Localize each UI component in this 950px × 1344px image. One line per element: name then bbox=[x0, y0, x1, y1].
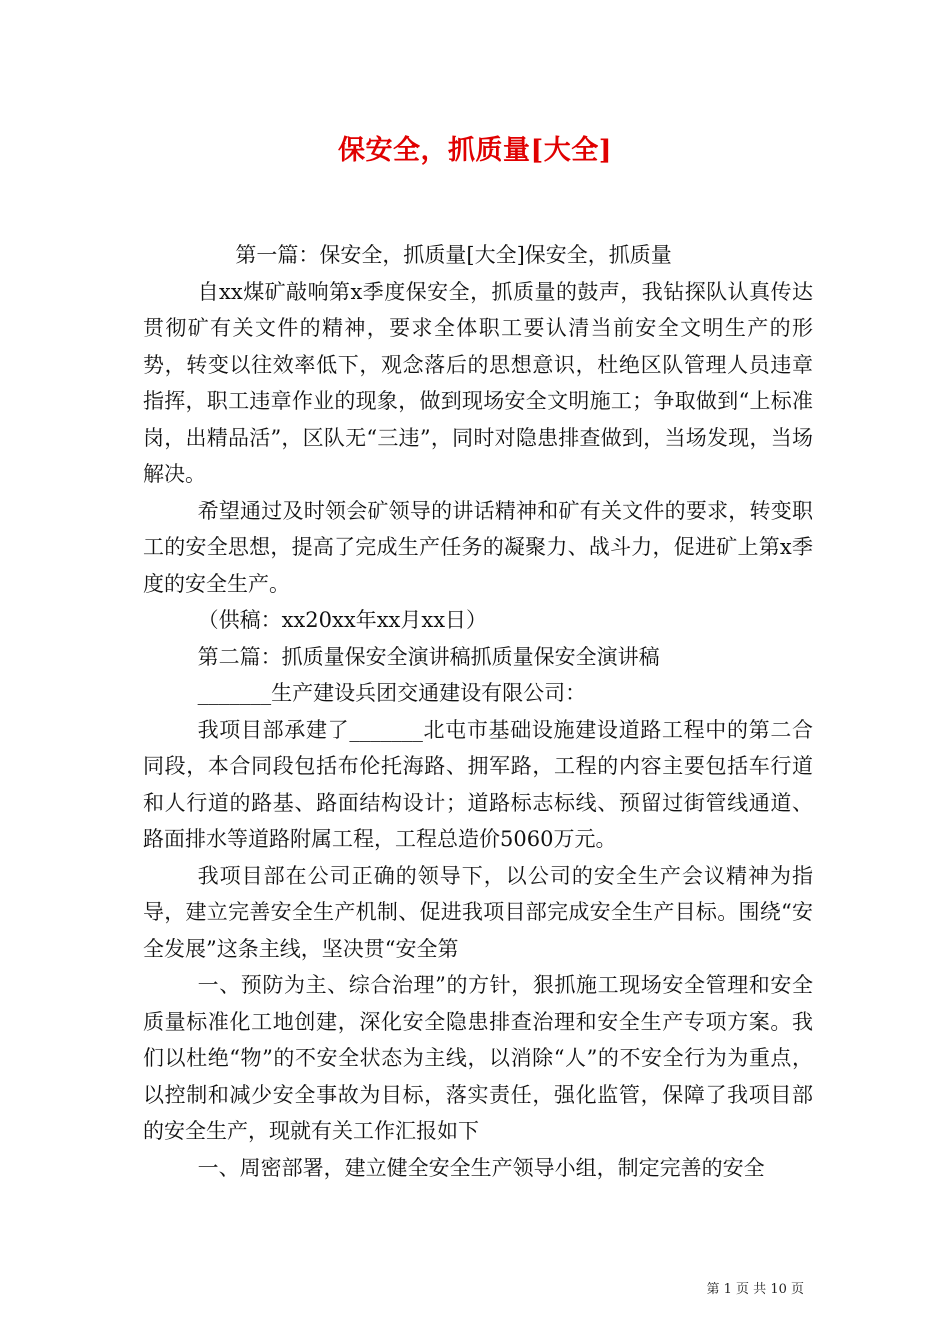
paragraph: 一、周密部署，建立健全安全生产领导小组，制定完善的安全 bbox=[197, 1155, 765, 1180]
salutation: _______生产建设兵团交通建设有限公司： bbox=[197, 681, 587, 705]
paragraph: 一、预防为主、综合治理”的方针，狠抓施工现场安全管理和安全质量标准化工地创建，深化安全隐患排查治理和安全生产专项方案。我们以杜绝“物”的不安全状态为主线，以消除“人”的不安全行为为重点，以控制和减少安全事故为目标，落实责任，强化监管，保障了我项目部的安全生产，现就有关工作汇报如下 bbox=[143, 973, 813, 1143]
paragraph: 我项目部在公司正确的领导下，以公司的安全生产会议精神为指导，建立完善安全生产机制、促进我项目部完成安全生产目标。围绕“安全发展”这条主线，坚决贯“安全第 bbox=[143, 863, 813, 961]
source-note: （供稿：xx20xx年xx月xx日） bbox=[197, 608, 488, 632]
paragraph: 希望通过及时领会矿领导的讲话精神和矿有关文件的要求，转变职工的安全思想，提高了完成生产任务的凝聚力、战斗力，促进矿上第x季度的安全生产。 bbox=[143, 498, 813, 596]
document-title: 保安全，抓质量[大全] bbox=[337, 135, 613, 166]
document-body bbox=[143, 237, 813, 1186]
section-heading-1: 第一篇：保安全，抓质量[大全]保安全，抓质量 bbox=[235, 243, 672, 267]
paragraph: 自xx煤矿敲响第x季度保安全，抓质量的鼓声，我钻探队认真传达贯彻矿有关文件的精神，要求全体职工要认清当前安全文明生产的形势，转变以往效率低下，观念落后的思想意识，杜绝区队管理人员违章指挥，职工违章作业的现象，做到现场安全文明施工；争取做到“上标准岗，出精品活”，区队无“三违”，同时对隐患排查做到，当场发现，当场解决。 bbox=[143, 279, 813, 486]
page-number-footer: 第 1 页 共 10 页 bbox=[706, 1282, 804, 1297]
paragraph: 我项目部承建了_______北屯市基础设施建设道路工程中的第二合同段，本合同段包括布伦托海路、拥军路，工程的内容主要包括车行道和人行道的路基、路面结构设计；道路标志标线、预留过街管线通道、路面排水等道路附属工程，工程总造价5060万元。 bbox=[143, 717, 813, 851]
section-heading-2: 第二篇：抓质量保安全演讲稿抓质量保安全演讲稿 bbox=[197, 644, 660, 669]
